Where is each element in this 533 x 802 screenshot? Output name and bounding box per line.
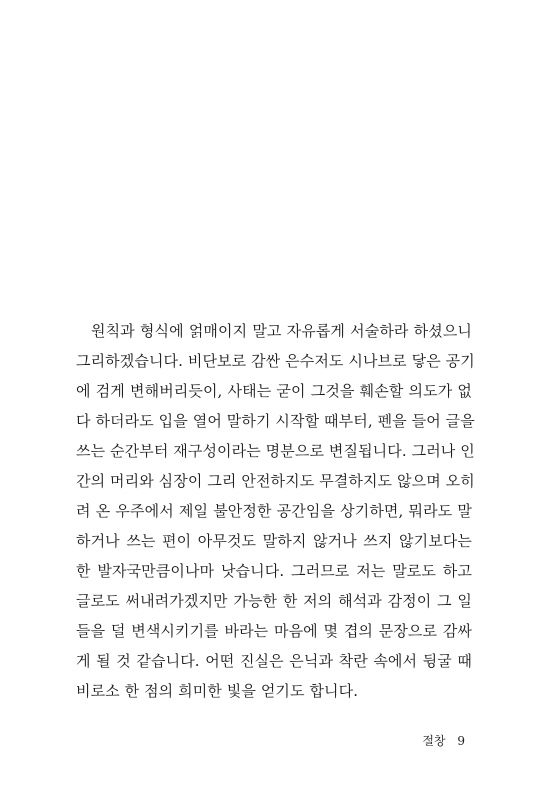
text-line: 원칙과 형식에 얽매이지 말고 자유롭게 서술하라 하셨으니	[91, 322, 472, 340]
text-line: 간의 머리와 심장이 그리 안전하지도 무결하지도 않으며 오히	[76, 472, 475, 490]
text-line: 한 발자국만큼이나마 낫습니다. 그러므로 저는 말로도 하고	[76, 562, 472, 580]
text-line: 글로도 써내려가겠지만 가능한 한 저의 해석과 감정이 그 일	[76, 592, 472, 610]
text-line: 그리하겠습니다. 비단보로 감싼 은수저도 시나브로 닿은 공기	[76, 352, 475, 370]
text-line: 쓰는 순간부터 재구성이라는 명분으로 변질됩니다. 그러나 인	[76, 442, 475, 460]
text-line: 게 될 것 같습니다. 어떤 진실은 은닉과 착란 속에서 뒹굴 때	[76, 652, 472, 670]
text-line: 에 검게 변해버리듯이, 사태는 굳이 그것을 훼손할 의도가 없	[76, 382, 472, 400]
text-line: 다 하더라도 입을 열어 말하기 시작할 때부터, 펜을 들어 글을	[76, 412, 475, 430]
text-line: 려 온 우주에서 제일 불안정한 공간임을 상기하면, 뭐라도 말	[76, 502, 472, 520]
text-line: 비로소 한 점의 희미한 빛을 얻기도 합니다.	[76, 682, 359, 700]
text-line: 들을 덜 변색시키기를 바라는 마음에 몇 겹의 문장으로 감싸	[76, 622, 472, 640]
page-number: 9	[457, 734, 465, 748]
text-line: 하거나 쓰는 편이 아무것도 말하지 않거나 쓰지 않기보다는	[76, 532, 472, 550]
running-footer	[422, 733, 465, 749]
body-paragraph	[76, 316, 475, 706]
chapter-title: 절창	[422, 734, 446, 748]
